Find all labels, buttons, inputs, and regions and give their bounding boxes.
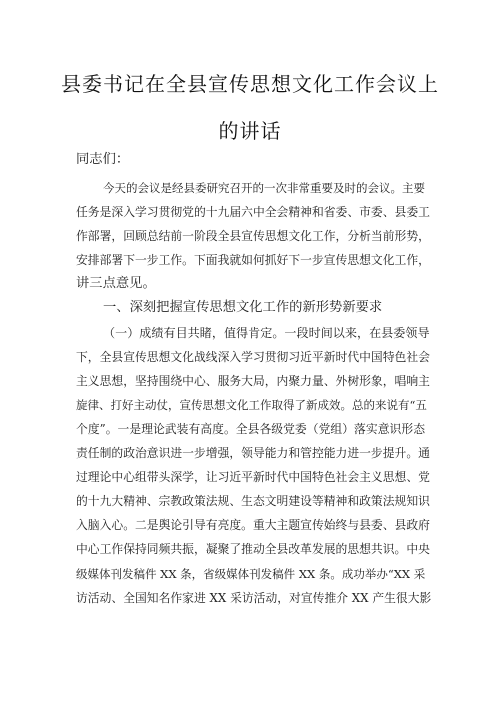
body-line: 作部署，回顾总结前一阶段全县宣传思想文化工作，分析当前形势， bbox=[76, 229, 430, 243]
body-line: （一）成绩有目共睹，值得肯定。一段时间以来，在县委领导 bbox=[103, 326, 430, 340]
body-line: 主义思想，坚持围绕中心、服务大局，内聚力量、外树形象，唱响主 bbox=[76, 374, 430, 388]
body-line: 过理论中心组带头深学，让习近平新时代中国特色社会主义思想、党 bbox=[76, 470, 430, 484]
salutation: 同志们： bbox=[76, 152, 130, 167]
body-line: 今天的会议是经县委研究召开的一次非常重要及时的会议。主要 bbox=[103, 181, 425, 195]
body-line: 级媒体刊发稿件 XX 条，省级媒体刊发稿件 XX 条。成功举办“XX 采 bbox=[76, 567, 426, 581]
document-title-line-1: 县委书记在全县宣传思想文化工作会议上 bbox=[61, 72, 439, 96]
body-line: 下，全县宣传思想文化战线深入学习贯彻习近平新时代中国特色社会 bbox=[76, 350, 430, 364]
body-line: 入脑入心。二是舆论引导有亮度。重大主题宣传始终与县委、县政府 bbox=[76, 518, 430, 532]
body-line: 中心工作保持同频共振，凝聚了推动全县改革发展的思想共识。中央 bbox=[76, 542, 430, 556]
body-line: 讲三点意见。 bbox=[76, 276, 156, 291]
body-line: 个度”。一是理论武装有高度。全县各级党委（党组）落实意识形态 bbox=[76, 422, 425, 436]
document-title-line-2: 的讲话 bbox=[218, 119, 282, 143]
body-line: 的十九大精神、宗教政策法规、生态文明建设等精神和政策法规知识 bbox=[76, 494, 430, 508]
body-line: 责任制的政治意识进一步增强，领导能力和管控能力进一步提升。通 bbox=[76, 446, 430, 460]
body-line: 旋律、打好主动仗，宣传思想文化工作取得了新成效。总的来说有“五 bbox=[76, 398, 427, 412]
body-line: 安排部署下一步工作。下面我就如何抓好下一步宣传思想文化工作， bbox=[76, 253, 430, 267]
section-heading: 一、深刻把握宣传思想文化工作的新形势新要求 bbox=[103, 300, 383, 315]
body-line: 访活动、全国知名作家进 XX 采访活动，对宣传推介 XX 产生很大影 bbox=[76, 591, 432, 605]
body-line: 任务是深入学习贯彻党的十九届六中全会精神和省委、市委、县委工 bbox=[76, 205, 430, 219]
